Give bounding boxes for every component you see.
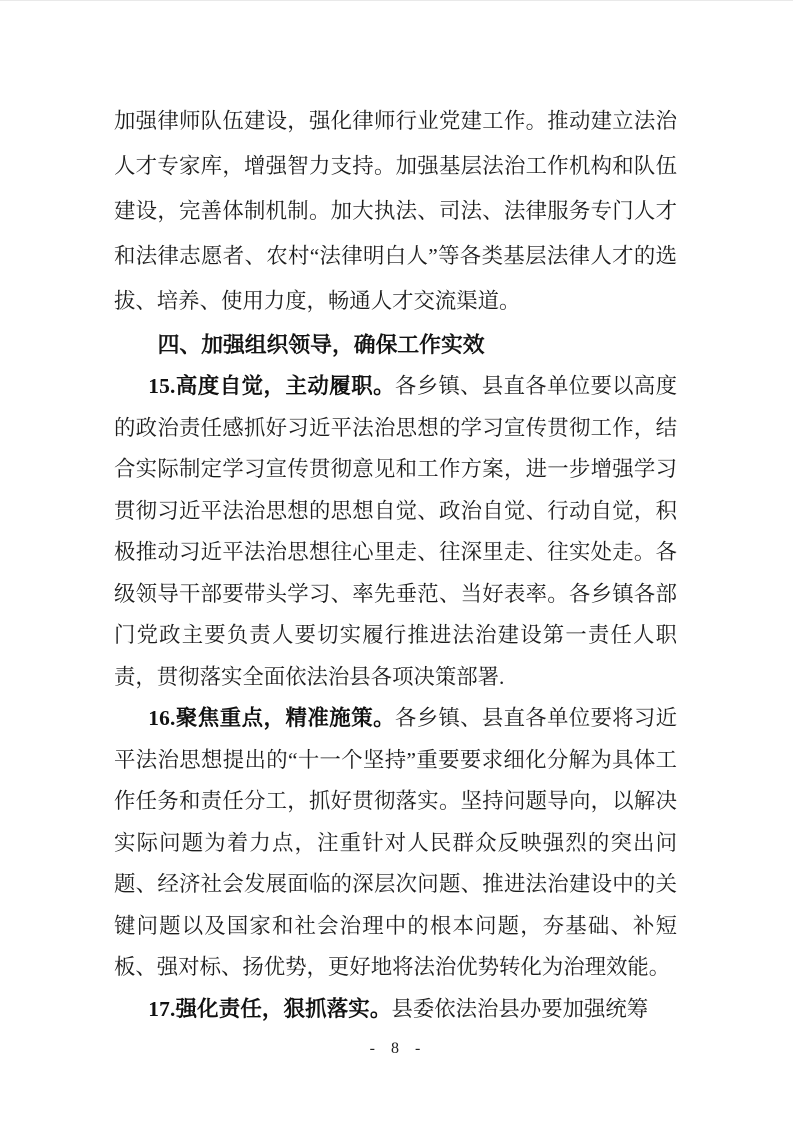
section-heading-4: 四、加强组织领导，确保工作实效 <box>157 332 485 357</box>
paragraph-item-16 <box>114 698 677 989</box>
paragraph-item-17 <box>114 989 677 1031</box>
item-15-body: 各乡镇、县直各单位要以高度的政治责任感抓好习近平法治思想的学习宣传贯彻工作，结合实际制定学习宣传贯彻意见和工作方案，进一步增强学习贯彻习近平法治思想的思想自觉、政治自觉、行动自觉，积极推动习近平法治思想往心里走、往深里走、往实处走。各级领导干部要带头学习、率先垂范、当好表率。各乡镇各部门党政主要负责人要切实履行推进法治建设第一责任人职责，贯彻落实全面依法治县各项决策部署. <box>114 374 677 689</box>
page-footer <box>0 1040 793 1058</box>
paragraph-continuation: 加强律师队伍建设，强化律师行业党建工作。推动建立法治人才专家库，增强智力支持。加强基层法治工作机构和队伍建设，完善体制机制。加大执法、司法、法律服务专门人才和法律志愿者、农村“法律明白人”等各类基层法律人才的选拔、培养、使用力度，畅通人才交流渠道。 <box>114 109 677 313</box>
item-16-body: 各乡镇、县直各单位要将习近平法治思想提出的“十一个坚持”重要要求细化分解为具体工作任务和责任分工，抓好贯彻落实。坚持问题导向，以解决实际问题为着力点，注重针对人民群众反映强烈的突出问题、经济社会发展面临的深层次问题、推进法治建设中的关键问题以及国家和社会治理中的根本问题，夯基础、补短板、强对标、扬优势，更好地将法治优势转化为治理效能。 <box>114 706 677 979</box>
item-15-lead: 15.高度自觉，主动履职。 <box>148 374 396 398</box>
item-17-lead: 17.强化责任，狠抓落实。 <box>148 996 392 1021</box>
document-content <box>114 99 677 1030</box>
page-number: - 8 - <box>369 1040 424 1057</box>
item-17-body: 县委依法治县办要加强统筹 <box>391 996 649 1021</box>
scan-edge-line <box>0 0 793 1</box>
paragraph-item-15 <box>114 366 677 698</box>
item-16-lead: 16.聚焦重点，精准施策。 <box>148 706 396 730</box>
